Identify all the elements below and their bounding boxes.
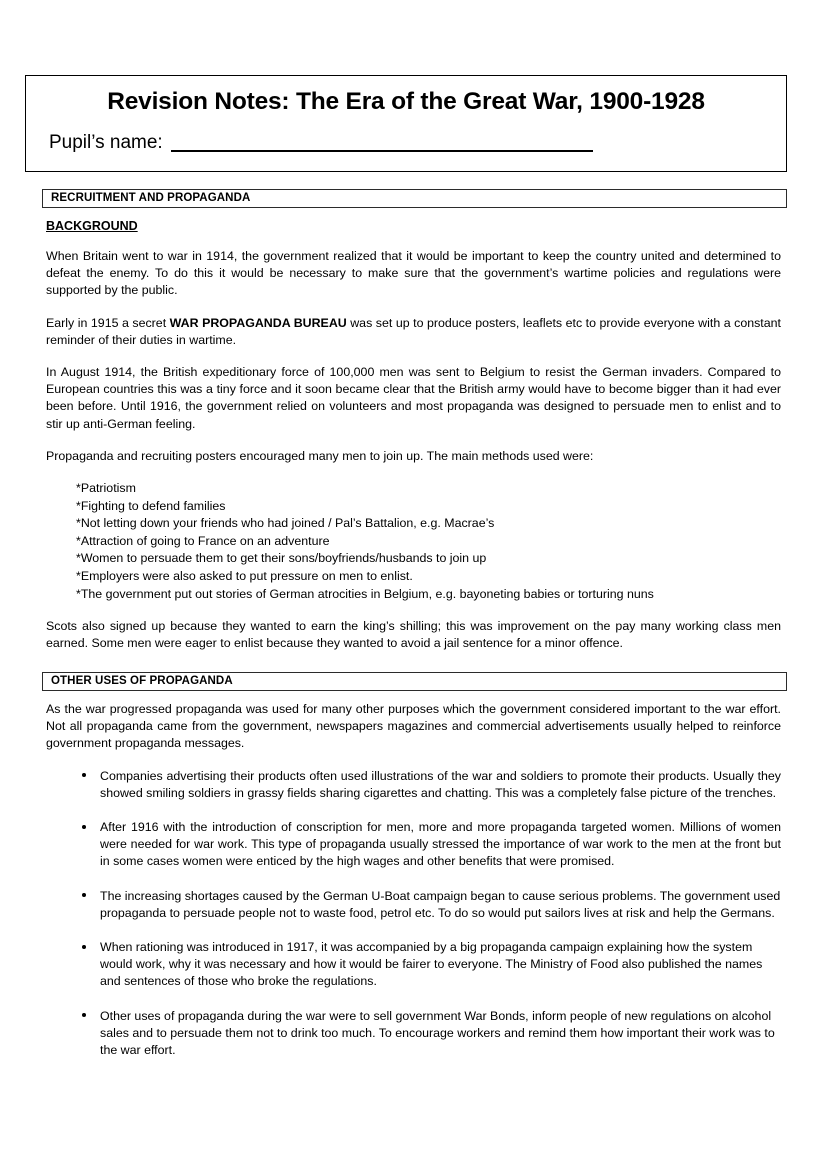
list-item-text: When rationing was introduced in 1917, it was accompanied by a big propaganda campaign explaining how the system would work, why it was necessary and how it would be fairer to everyone. The Ministry of Food also published the names and sentences of those who broke the regulations.	[100, 940, 763, 989]
list-item	[46, 888, 781, 922]
section-header-recruitment-label: RECRUITMENT AND PROPAGANDA	[51, 191, 251, 204]
paragraph-expeditionary-force: In August 1914, the British expeditionary force of 100,000 men was sent to Belgium to resist the German invaders. Compared to European countries this was a tiny force and it soon became clear that the British army would have to become bigger than it had ever been before. Until 1916, the government relied on volunteers and most propaganda was designed to persuade men to enlist and to stir up anti-German feeling.	[46, 365, 781, 431]
pupil-name-row	[26, 116, 786, 152]
list-item-text: Other uses of propaganda during the war were to sell government War Bonds, inform people of new regulations on alcohol sales and to persuade them not to drink too much. To encourage workers and remind them how important their work was to the war effort.	[100, 1008, 775, 1058]
methods-star-list	[46, 480, 781, 603]
bullet-dot-icon	[82, 893, 86, 897]
paragraph-other-uses-intro: As the war progressed propaganda was used for many other purposes which the government considered important to the war effort. Not all propaganda came from the government, newspapers magazines and commercial advertisements usually helped to reinforce government propaganda messages.	[46, 702, 781, 751]
list-item	[46, 768, 781, 802]
bullet-dot-icon	[82, 773, 86, 777]
list-item: *Not letting down your friends who had joined / Pal’s Battalion, e.g. Macrae’s	[76, 516, 495, 531]
title-box	[25, 75, 787, 172]
list-item: *Employers were also asked to put pressure on men to enlist.	[76, 569, 413, 583]
list-item	[46, 819, 781, 871]
pupil-name-blank-line[interactable]	[171, 134, 593, 152]
pupil-name-label: Pupil’s name:	[49, 131, 163, 153]
paragraph-war-propaganda-bureau	[46, 315, 781, 349]
section-body-other-uses	[46, 701, 781, 1059]
list-item	[46, 939, 781, 991]
section-header-recruitment	[42, 189, 787, 208]
paragraph-main-methods-lead: Propaganda and recruiting posters encouraged many men to join up. The main methods used were:	[46, 448, 594, 463]
list-item	[46, 1008, 781, 1060]
bullet-dot-icon	[82, 825, 86, 829]
sub-heading-background: BACKGROUND	[46, 219, 138, 233]
bullet-dot-icon	[82, 1013, 86, 1017]
other-uses-bullet-list	[46, 768, 781, 1060]
list-item: *Women to persuade them to get their sons/boyfriends/husbands to join up	[76, 551, 487, 566]
paragraph-scots-kings-shilling: Scots also signed up because they wanted to earn the king’s shilling; this was improvement on the pay many working class men earned. Some men were eager to enlist because they wanted to avoid a jail sentence for a minor offence.	[46, 619, 781, 651]
page-title: Revision Notes: The Era of the Great War, 1900-1928	[107, 88, 705, 115]
paragraph-wpb-part1: Early in 1915 a secret	[46, 315, 170, 330]
list-item-text: The increasing shortages caused by the German U-Boat campaign began to cause serious problems. The government used propaganda to persuade people not to waste food, petrol etc. To do so would put sailors lives at risk and help the Germans.	[100, 888, 781, 920]
list-item: *Fighting to defend families	[76, 498, 226, 513]
paragraph-background-intro: When Britain went to war in 1914, the government realized that it would be important to keep the country united and determined to defeat the enemy. To do this it would be necessary to make sure that the government’s wartime policies and regulations were supported by the public.	[46, 249, 781, 298]
bold-war-propaganda-bureau: WAR PROPAGANDA BUREAU	[169, 315, 347, 330]
section-body-recruitment	[46, 219, 781, 653]
list-item-text: Companies advertising their products often used illustrations of the war and soldiers to promote their products. Usually they showed smiling soldiers in grassy fields sharing cigarettes and chatting. This was a completely false picture of the trenches.	[100, 768, 781, 800]
paragraph-wpb-part2: was set up to produce posters, leaflets etc to provide everyone with a constant reminder of their duties in wartime.	[46, 315, 781, 347]
list-item-text: After 1916 with the introduction of conscription for men, more and more propaganda targeted women. Millions of women were needed for war work. This type of propaganda usually stressed the importance of war work to the men at the front but in some cases women were enticed by the high wages and other benefits that were promised.	[100, 820, 781, 869]
list-item: *Patriotism	[76, 481, 136, 496]
section-header-other-uses-label: OTHER USES OF PROPAGANDA	[51, 674, 233, 687]
list-item: *The government put out stories of German atrocities in Belgium, e.g. bayoneting babies or torturing nuns	[76, 586, 654, 601]
section-header-other-uses	[42, 672, 787, 691]
bullet-dot-icon	[82, 945, 86, 949]
list-item: *Attraction of going to France on an adventure	[76, 533, 330, 548]
